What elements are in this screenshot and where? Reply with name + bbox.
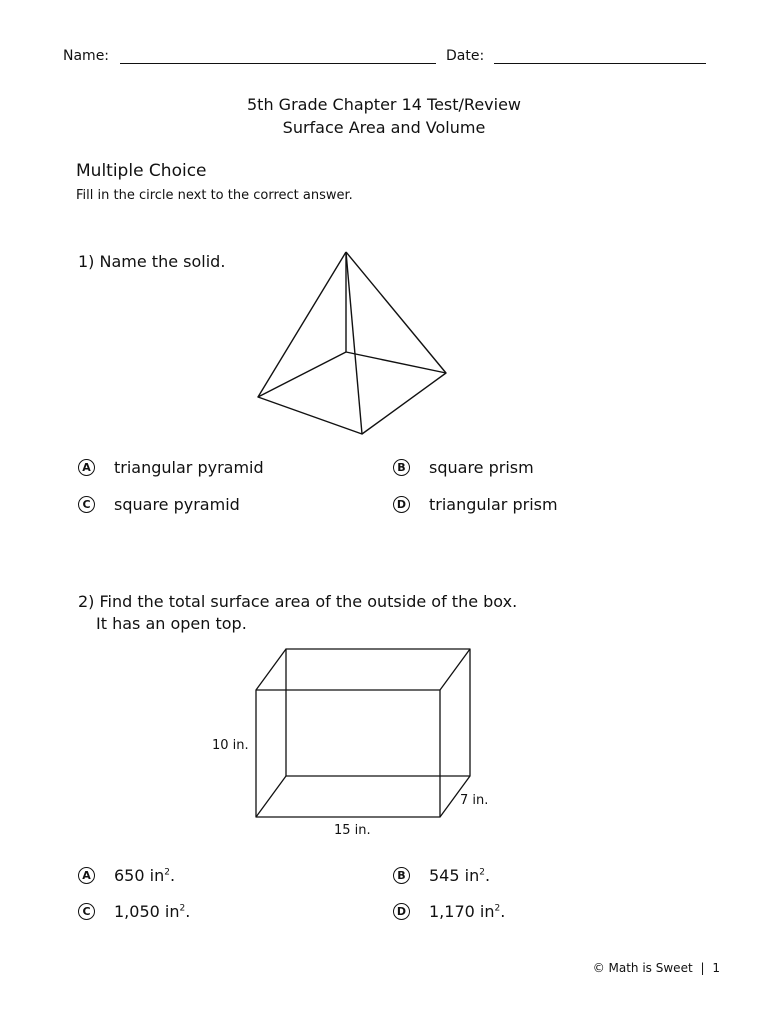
q2-option-c-text: 1,050 $in^2$.	[114, 902, 191, 921]
bubble-a[interactable]: A	[78, 459, 95, 476]
pyramid-base	[258, 352, 446, 434]
q1-option-c-text: square pyramid	[114, 495, 240, 514]
q1-option-c[interactable]	[78, 495, 240, 514]
date-line[interactable]	[494, 63, 706, 64]
pyramid-figure	[250, 245, 455, 440]
section-instructions: Fill in the circle next to the correct answer.	[76, 188, 353, 203]
page-footer	[593, 961, 720, 975]
footer-separator: |	[700, 961, 705, 975]
page-number: 1	[712, 961, 720, 975]
box-edge	[256, 776, 286, 817]
bubble-a[interactable]: A	[78, 867, 95, 884]
bubble-c[interactable]: C	[78, 496, 95, 513]
q1-prompt: 1) Name the solid.	[78, 252, 226, 271]
q1-option-d[interactable]	[393, 495, 558, 514]
section-heading: Multiple Choice	[76, 161, 207, 181]
copyright: © Math is Sweet	[592, 961, 693, 975]
pyramid-edge	[346, 252, 362, 434]
box-front-face	[256, 690, 440, 817]
q2-option-c[interactable]	[78, 902, 190, 921]
q1-option-b[interactable]	[393, 458, 534, 477]
page-subtitle: Surface Area and Volume	[282, 118, 486, 137]
q1-option-a-text: triangular pyramid	[114, 458, 264, 477]
q1-option-a[interactable]	[78, 458, 264, 477]
dim-depth-label: 7 in.	[460, 793, 489, 808]
q2-prompt: 2) Find the total surface area of the outside of the box.	[78, 592, 518, 611]
bubble-d[interactable]: D	[393, 903, 410, 920]
q2-option-b[interactable]	[393, 866, 490, 885]
q2-option-d-text: 1,170 $in^2$.	[429, 902, 506, 921]
q2-option-a-text: 650 $in^2$.	[114, 866, 176, 885]
q1-option-b-text: square prism	[429, 458, 534, 477]
bubble-b[interactable]: B	[393, 459, 410, 476]
box-back-face	[286, 649, 470, 776]
q2-option-b-text: 545 $in^2$.	[429, 866, 491, 885]
name-line[interactable]	[120, 63, 436, 64]
date-label: Date:	[446, 48, 485, 64]
box-edge	[256, 649, 286, 690]
bubble-c[interactable]: C	[78, 903, 95, 920]
dim-width-label: 15 in.	[334, 823, 371, 838]
q2-option-a[interactable]	[78, 866, 175, 885]
page-title: 5th Grade Chapter 14 Test/Review	[246, 95, 522, 114]
q1-option-d-text: triangular prism	[429, 495, 558, 514]
q2-option-d[interactable]	[393, 902, 505, 921]
bubble-d[interactable]: D	[393, 496, 410, 513]
q2-prompt-continued: It has an open top.	[96, 614, 247, 633]
bubble-b[interactable]: B	[393, 867, 410, 884]
dim-height-label: 10 in.	[212, 738, 249, 753]
box-figure	[250, 640, 480, 825]
name-label: Name:	[63, 48, 110, 64]
box-edge	[440, 649, 470, 690]
